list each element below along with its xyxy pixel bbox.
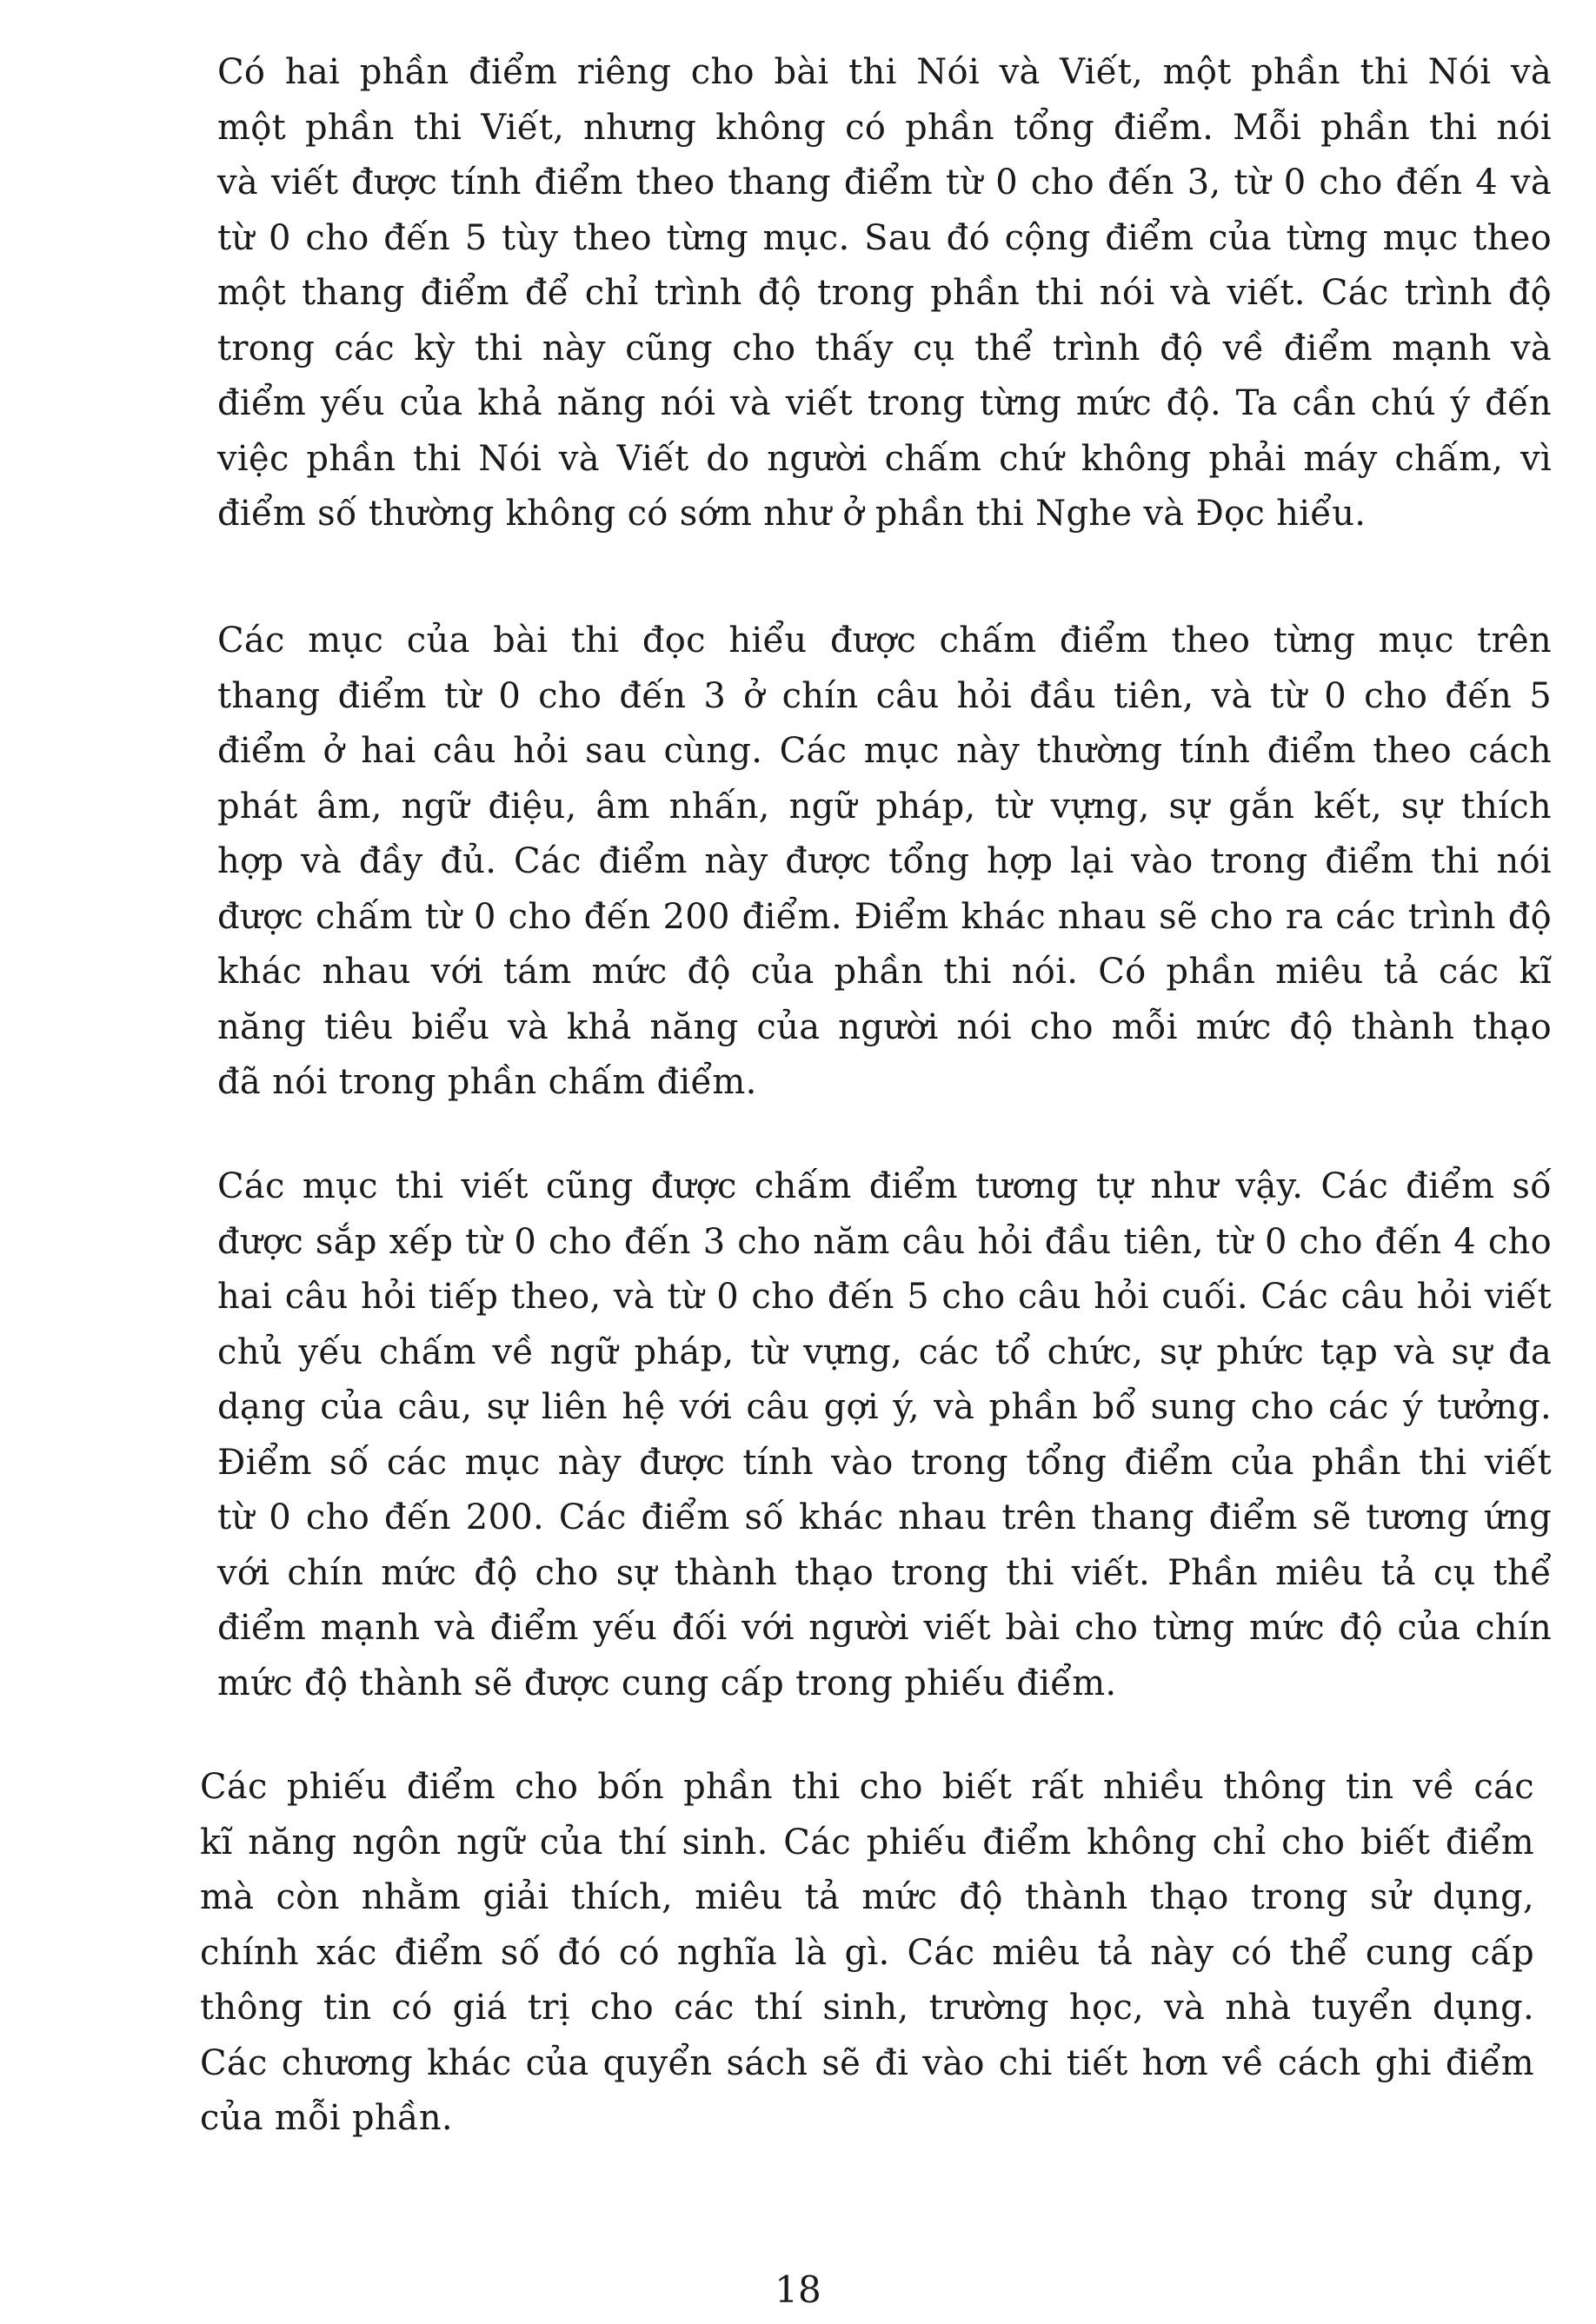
text-line: Điểm số các mục này được tính vào trong tổng điểm của phần thi viết xyxy=(217,1442,1552,1483)
text-line: Các mục của bài thi đọc hiểu được chấm điểm theo từng mục trên xyxy=(217,621,1552,661)
paragraph-speaking-writing-scores xyxy=(217,45,1552,542)
text-line: từ 0 cho đến 5 tùy theo từng mục. Sau đó cộng điểm của từng mục theo xyxy=(217,217,1552,258)
text-line: phát âm, ngữ điệu, âm nhấn, ngữ pháp, từ vựng, sự gắn kết, sự thích xyxy=(217,786,1552,827)
text-line: Các chương khác của quyển sách sẽ đi vào chi tiết hơn về cách ghi điểm xyxy=(200,2042,1534,2083)
text-line: điểm yếu của khả năng nói và viết trong từng mức độ. Ta cần chú ý đến xyxy=(217,383,1552,423)
text-line: của mỗi phần. xyxy=(200,2098,453,2138)
text-line: và viết được tính điểm theo thang điểm từ 0 cho đến 3, từ 0 cho đến 4 và xyxy=(217,163,1552,203)
text-line: điểm số thường không có sớm như ở phần thi Nghe và Đọc hiểu. xyxy=(217,494,1367,534)
text-line: hợp và đầy đủ. Các điểm này được tổng hợp lại vào trong điểm thi nói xyxy=(217,841,1552,881)
text-line: mà còn nhằm giải thích, miêu tả mức độ thành thạo trong sử dụng, xyxy=(200,1877,1534,1917)
page-number: 18 xyxy=(775,2268,821,2311)
text-line: điểm mạnh và điểm yếu đối với người viết bài cho từng mức độ của chín xyxy=(217,1608,1552,1648)
text-line: chính xác điểm số đó có nghĩa là gì. Các miêu tả này có thể cung cấp xyxy=(200,1932,1534,1973)
text-line: Các phiếu điểm cho bốn phần thi cho biết rất nhiều thông tin về các xyxy=(200,1767,1534,1807)
text-line: hai câu hỏi tiếp theo, và từ 0 cho đến 5 cho câu hỏi cuối. Các câu hỏi viết xyxy=(217,1277,1552,1317)
text-line: được sắp xếp từ 0 cho đến 3 cho năm câu hỏi đầu tiên, từ 0 cho đến 4 cho xyxy=(217,1221,1552,1262)
text-line: từ 0 cho đến 200. Các điểm số khác nhau trên thang điểm sẽ tương ứng xyxy=(217,1497,1552,1537)
text-line: khác nhau với tám mức độ của phần thi nói. Có phần miêu tả các kĩ xyxy=(217,952,1552,992)
text-line: Các mục thi viết cũng được chấm điểm tương tự như vậy. Các điểm số xyxy=(217,1166,1552,1206)
paragraph-score-reports xyxy=(200,1760,1534,2147)
text-line: chủ yếu chấm về ngữ pháp, từ vựng, các tổ chức, sự phức tạp và sự đa xyxy=(217,1331,1552,1372)
text-line: đã nói trong phần chấm điểm. xyxy=(217,1062,757,1102)
paragraph-speaking-items xyxy=(217,614,1552,1111)
text-line: trong các kỳ thi này cũng cho thấy cụ thể trình độ về điểm mạnh và xyxy=(217,328,1552,369)
text-line: kĩ năng ngôn ngữ của thí sinh. Các phiếu điểm không chỉ cho biết điểm xyxy=(200,1822,1534,1863)
text-line: điểm ở hai câu hỏi sau cùng. Các mục này thường tính điểm theo cách xyxy=(217,731,1552,771)
paragraph-writing-items xyxy=(217,1159,1552,1711)
text-line: thông tin có giá trị cho các thí sinh, trường học, và nhà tuyển dụng. xyxy=(200,1988,1534,2028)
text-line: một thang điểm để chỉ trình độ trong phần thi nói và viết. Các trình độ xyxy=(217,273,1552,313)
text-line: năng tiêu biểu và khả năng của người nói cho mỗi mức độ thành thạo xyxy=(217,1006,1552,1047)
text-line: Có hai phần điểm riêng cho bài thi Nói và Viết, một phần thi Nói và xyxy=(217,52,1552,92)
text-line: mức độ thành sẽ được cung cấp trong phiếu điểm. xyxy=(217,1663,1117,1703)
text-line: với chín mức độ cho sự thành thạo trong thi viết. Phần miêu tả cụ thể xyxy=(217,1552,1552,1593)
text-line: việc phần thi Nói và Viết do người chấm chứ không phải máy chấm, vì xyxy=(217,438,1552,479)
text-line: dạng của câu, sự liên hệ với câu gợi ý, và phần bổ sung cho các ý tưởng. xyxy=(217,1387,1552,1427)
text-line: một phần thi Viết, nhưng không có phần tổng điểm. Mỗi phần thi nói xyxy=(217,107,1552,148)
text-line: thang điểm từ 0 cho đến 3 ở chín câu hỏi đầu tiên, và từ 0 cho đến 5 xyxy=(217,675,1552,716)
text-line: được chấm từ 0 cho đến 200 điểm. Điểm khác nhau sẽ cho ra các trình độ xyxy=(217,896,1552,937)
